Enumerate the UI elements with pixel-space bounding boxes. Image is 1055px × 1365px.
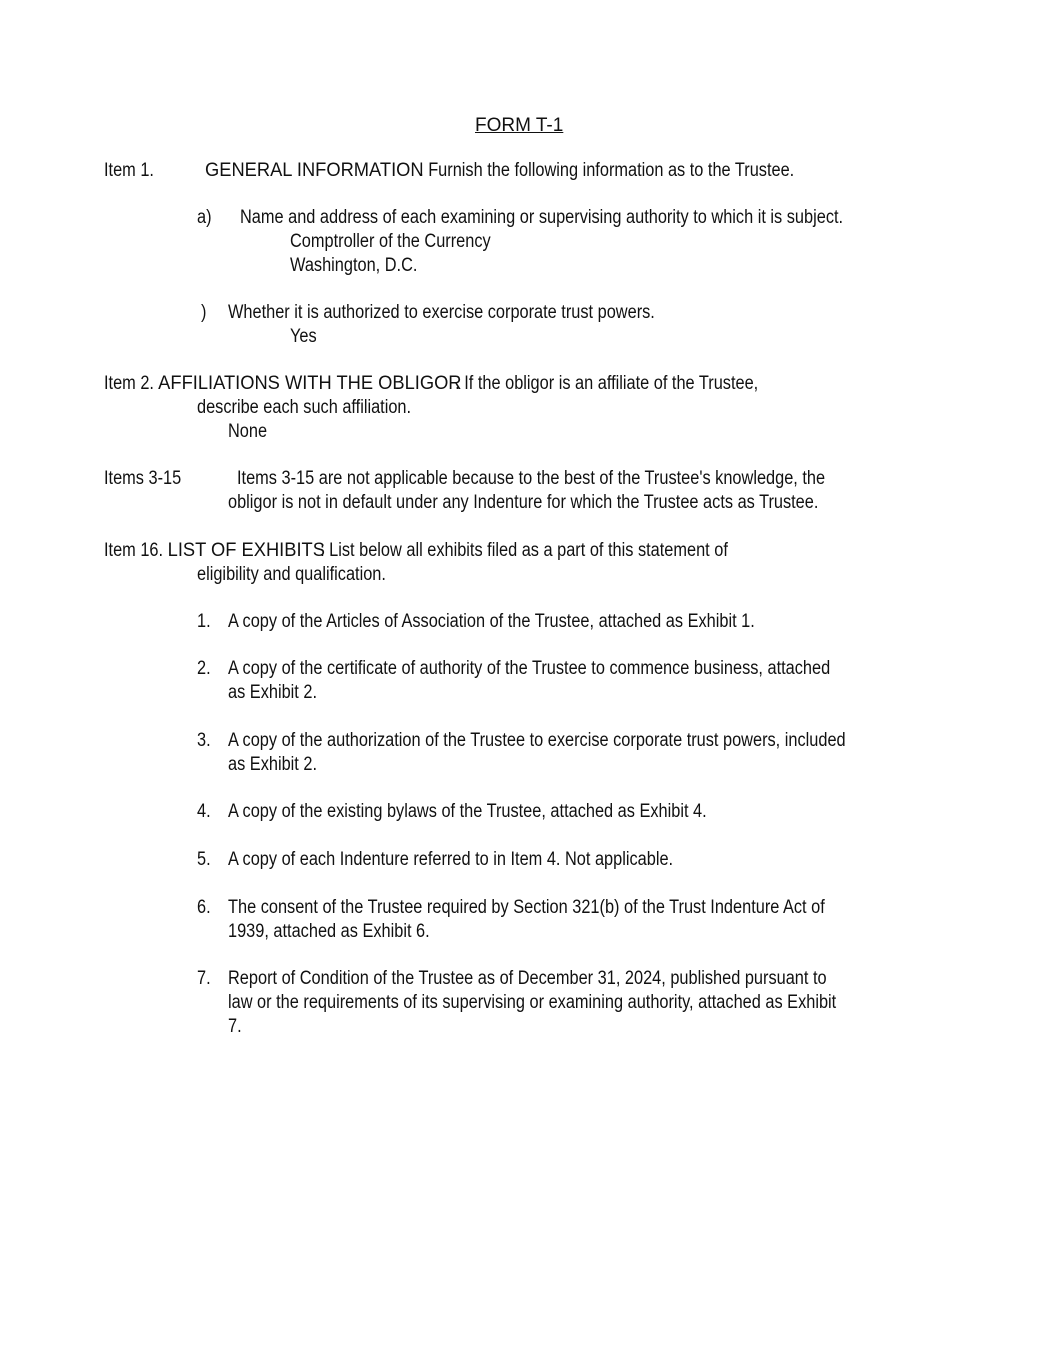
item1-b-answer: Yes	[290, 326, 317, 347]
exhibit-text-line: A copy of the authorization of the Trustee to exercise corporate trust powers, included	[228, 730, 846, 751]
item1-a-marker: a)	[197, 207, 212, 228]
exhibit-number: 3.	[197, 730, 211, 751]
exhibit-text-line: law or the requirements of its supervising or examining authority, attached as Exhibit	[228, 992, 837, 1013]
exhibit-text-line: 7.	[228, 1016, 242, 1037]
item16-heading-line	[104, 539, 728, 563]
item1-label: Item 1.	[104, 160, 154, 181]
item1-heading-line	[205, 159, 794, 183]
item2-text: . If the obligor is an affiliate of the Trustee,	[455, 373, 759, 394]
item1-a-answer-line1: Comptroller of the Currency	[290, 231, 491, 252]
exhibit-text-line: A copy of each Indenture referred to in Item 4. Not applicable.	[228, 849, 674, 870]
exhibit-number: 1.	[197, 611, 211, 632]
exhibit-text-line: The consent of the Trustee required by Section 321(b) of the Trust Indenture Act of	[228, 897, 825, 918]
item2-label: Item 2.	[104, 373, 154, 394]
item2-answer: None	[228, 421, 268, 442]
exhibit-text-line: as Exhibit 2.	[228, 682, 318, 703]
item1-heading: GENERAL INFORMATION	[205, 160, 424, 181]
item1-b-text: Whether it is authorized to exercise corporate trust powers.	[228, 302, 655, 323]
exhibit-text-line: as Exhibit 2.	[228, 754, 318, 775]
item1-b-marker: )	[201, 302, 207, 323]
item16-label: Item 16.	[104, 540, 164, 561]
exhibit-number: 4.	[197, 801, 211, 822]
items3-15-text-line2: obligor is not in default under any Indenture for which the Trustee acts as Trustee.	[228, 492, 819, 513]
item16-text: : List below all exhibits filed as a part of this statement of	[320, 540, 728, 561]
item16-heading: LIST OF EXHIBITS	[167, 540, 325, 561]
exhibit-text-line: A copy of the existing bylaws of the Trustee, attached as Exhibit 4.	[228, 801, 707, 822]
item2-heading: AFFILIATIONS WITH THE OBLIGOR	[158, 373, 462, 394]
item1-a-answer-line2: Washington, D.C.	[290, 255, 418, 276]
exhibit-number: 2.	[197, 658, 211, 679]
form-title: FORM T-1	[475, 115, 564, 136]
exhibit-text-line: A copy of the Articles of Association of the Trustee, attached as Exhibit 1.	[228, 611, 755, 632]
exhibit-text-line: Report of Condition of the Trustee as of December 31, 2024, published pursuant to	[228, 968, 827, 989]
exhibit-number: 6.	[197, 897, 211, 918]
item2-heading-line	[104, 372, 758, 396]
exhibit-text-line: A copy of the certificate of authority of the Trustee to commence business, attached	[228, 658, 831, 679]
items3-15-label: Items 3-15	[104, 468, 182, 489]
item16-text-line2: eligibility and qualification.	[197, 564, 386, 585]
item2-text-line2: describe each such affiliation.	[197, 397, 412, 418]
exhibit-text-line: 1939, attached as Exhibit 6.	[228, 921, 430, 942]
item1-a-text: Name and address of each examining or supervising authority to which it is subject.	[240, 207, 844, 228]
item1-text: . Furnish the following information as to the Trustee.	[419, 160, 795, 181]
exhibit-number: 5.	[197, 849, 211, 870]
items3-15-text-line1: Items 3-15 are not applicable because to the best of the Trustee's knowledge, the	[237, 468, 826, 489]
exhibit-number: 7.	[197, 968, 211, 989]
